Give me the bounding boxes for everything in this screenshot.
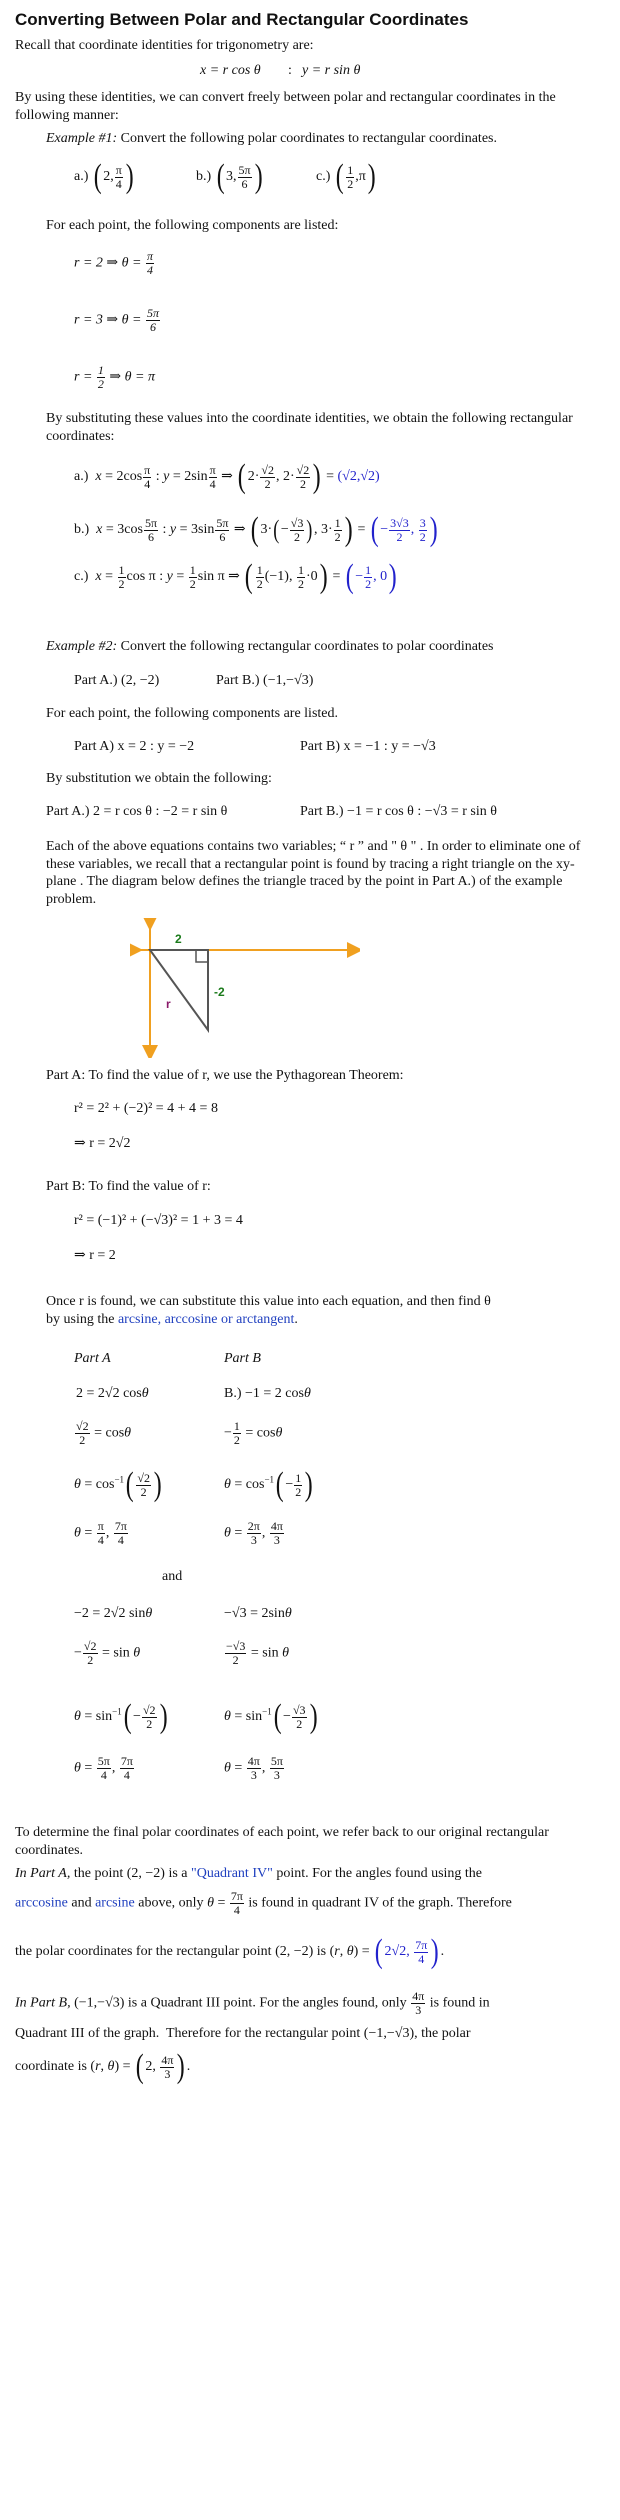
b-sin-eq4: θ = $\frac{4\pi}{3}$ , $\frac{5\pi}{3}$ <box>224 1754 283 1782</box>
once-text-2: by using the arcsine, arccosine or arctangent. <box>46 1312 298 1327</box>
a-sin-eq4: θ = $\frac{5\pi}{4}$ , $\frac{7\pi}{4}$ <box>74 1754 133 1782</box>
example1-heading <box>46 130 497 148</box>
intro-text: Recall that coordinate identities for trigonometry are: <box>15 38 314 53</box>
part-b-conclusion-line2: Quadrant III of the graph. Therefore for the rectangular point (−1,−√3), the polar <box>15 2026 471 2041</box>
col-b-heading: Part B <box>224 1351 261 1366</box>
part-a-conclusion-line3: the polar coordinates for the rectangular point (2, −2) is (r, θ) = ( 2√2, $\frac{7\pi}{4}$ ) . <box>15 1933 445 1970</box>
right-angle-mark <box>196 950 208 962</box>
b-sin-eq1: −√3 = 2sinθ <box>224 1606 292 1621</box>
pa-eq1: r² = 2² + (−2)² = 4 + 4 = 8 <box>74 1101 218 1116</box>
ex2-part-a: Part A.) (2, −2) <box>74 673 160 688</box>
ex1-comp-r2: r = 2 ⇒ θ = $\frac{\pi}{4}$ <box>74 249 153 277</box>
ex1-point-b: b.) ( 3, $\frac{5\pi}{6}$ ) <box>196 158 263 195</box>
pa-eq2: ⇒ r = 2√2 <box>74 1136 131 1151</box>
part-b-conclusion-line3: coordinate is (r, θ) = ( 2, $\frac{4\pi}{3}$ ) . <box>15 2048 191 2085</box>
triangle-diagram <box>130 918 360 1058</box>
and-text: and <box>162 1569 183 1584</box>
pa-find-text: Part A: To find the value of r, we use the Pythagorean Theorem: <box>46 1068 404 1083</box>
identity-sep: : <box>288 63 292 78</box>
using-text: By using these identities, we can convert freely between polar and rectangular coordinates in the following manner: <box>15 90 556 123</box>
example2-text: Convert the following rectangular coordinates to polar coordinates <box>120 639 494 654</box>
pb-find-text: Part B: To find the value of r: <box>46 1179 211 1194</box>
ex1-comp-rhalf: r = $\frac{1}{2}$ ⇒ θ = π <box>74 363 155 391</box>
a-sin-eq3: $\theta = \sin^{-1}$( − $\frac{√2}{2}$ ) <box>74 1698 168 1735</box>
ex1-comp-r3: r = 3 ⇒ θ = $\frac{5\pi}{6}$ <box>74 306 159 334</box>
ex1-point-c: c.) ( $\frac{1}{2}$ ,π) <box>316 158 376 195</box>
pb-eq1: r² = (−1)² + (−√3)² = 1 + 3 = 4 <box>74 1213 243 1228</box>
b-cos-eq2: − $\frac{1}{2}$ = cosθ <box>224 1419 283 1447</box>
b-cos-eq3: $\theta = \cos^{-1}$( − $\frac{1}{2}$ ) <box>224 1466 313 1503</box>
ex2-components-text: For each point, the following components are listed. <box>46 706 338 721</box>
example1-label: Example #1: <box>46 131 118 146</box>
diagram-hyp-label: r <box>166 997 171 1011</box>
example1-text: Convert the following polar coordinates to rectangular coordinates. <box>120 131 497 146</box>
part-b-conclusion-line1: In Part B, (−1,−√3) is a Quadrant III point. For the angles found, only $\frac{4\pi}{3}$ is found in <box>15 1989 490 2017</box>
example2-label: Example #2: <box>46 639 118 654</box>
a-cos-eq4: θ = $\frac{\pi}{4}$ , $\frac{7\pi}{4}$ <box>74 1519 127 1547</box>
b-cos-eq1: B.) −1 = 2 cosθ <box>224 1386 311 1401</box>
ex2-eliminate-text: Each of the above equations contains two variables; “ r ” and " θ " . In order to eliminate one of these variables, we recall that a rectangular point is found by tracing a right triangle on the xy-plane . The diagram below defines the triangle traced by the point in Part A.) of the example problem. <box>46 839 581 907</box>
a-sin-eq1: −2 = 2√2 sinθ <box>74 1606 153 1621</box>
arcsine-link[interactable]: arcsine <box>95 1895 135 1911</box>
part-a-conclusion-line2: arccosine and arcsine above, only θ = $\frac{7\pi}{4}$ is found in quadrant IV of the graph. Therefore <box>15 1889 512 1917</box>
b-sin-eq3: $\theta = \sin^{-1}$( − $\frac{√3}{2}$ ) <box>224 1698 318 1735</box>
b-cos-eq4: θ = $\frac{2\pi}{3}$ , $\frac{4\pi}{3}$ <box>224 1519 283 1547</box>
pb-eq2: ⇒ r = 2 <box>74 1248 116 1263</box>
identity-x: x = r cos θ <box>200 63 261 78</box>
ex2-part-a-eq: Part A.) 2 = r cos θ : −2 = r sin θ <box>46 804 228 819</box>
ex2-subst-text: By substitution we obtain the following: <box>46 771 272 786</box>
ex1-subs-text: By substituting these values into the coordinate identities, we obtain the following rectangular coordinates: <box>46 411 573 444</box>
final-text: To determine the final polar coordinates of each point, we refer back to our original rectangular coordinates. <box>15 1825 549 1858</box>
ex1-point-a: a.) ( 2, $\frac{\pi}{4}$ ) <box>74 158 134 195</box>
a-cos-eq1: 2 = 2√2 cosθ <box>76 1386 149 1401</box>
ex2-part-b: Part B.) (−1,−√3) <box>216 673 314 688</box>
ex2-part-b-comp: Part B) x = −1 : y = −√3 <box>300 739 436 754</box>
part-a-conclusion-line1: In Part A, the point (2, −2) is a "Quadrant IV" point. For the angles found using the <box>15 1866 483 1881</box>
ex1-result-a: a.) x = 2cos $\frac{\pi}{4}$ : y = 2sin $\frac{\pi}{4}$ ⇒ ( 2· $\frac{√2}{2}$ , 2· $\frac{√2}{2}$ ) = (√2,√2) <box>74 458 380 495</box>
b-sin-eq2: $\frac{-√3}{2}$ = sin θ <box>226 1639 289 1667</box>
diagram-side-label: -2 <box>214 985 225 999</box>
diagram-top-label: 2 <box>175 932 182 946</box>
page-title: Converting Between Polar and Rectangular Coordinates <box>15 10 469 29</box>
identity-y: y = r sin θ <box>302 63 361 78</box>
once-text-1: Once r is found, we can substitute this value into each equation, and then find θ <box>46 1294 491 1309</box>
ex1-result-c: c.) x = $\frac{1}{2}$ cos π : y = $\frac{1}{2}$ sin π ⇒ ( $\frac{1}{2}$ (−1), $\frac{1}{2}$ ·0) = ( − $\frac{1}{2}$ , 0) <box>74 558 397 595</box>
a-cos-eq2: $\frac{√2}{2}$ = cosθ <box>76 1419 132 1447</box>
a-cos-eq3: $\theta = \cos^{-1}$( $\frac{√2}{2}$ ) <box>74 1466 162 1503</box>
ex1-components-text: For each point, the following components are listed: <box>46 218 339 233</box>
trig-inverse-links[interactable]: arcsine, arccosine or arctangent <box>117 1312 295 1327</box>
example2-heading <box>46 638 493 656</box>
arccosine-link[interactable]: arccosine <box>15 1895 68 1911</box>
col-a-heading: Part A <box>74 1351 111 1366</box>
ex2-part-b-eq: Part B.) −1 = r cos θ : −√3 = r sin θ <box>300 804 497 819</box>
a-sin-eq2: − $\frac{√2}{2}$ = sin θ <box>74 1639 141 1667</box>
ex2-part-a-comp: Part A) x = 2 : y = −2 <box>74 739 195 754</box>
ex1-result-b: b.) x = 3cos $\frac{5\pi}{6}$ : y = 3sin $\frac{5\pi}{6}$ ⇒ ( 3·(− $\frac{√3}{2}$ ), 3· $\frac{1}{2}$ ) = ( − $\frac{3√3}{2}$ , $\frac{3}{2}$ ) <box>74 511 438 548</box>
quadrant-iv-link[interactable]: "Quadrant IV" <box>191 1866 273 1881</box>
